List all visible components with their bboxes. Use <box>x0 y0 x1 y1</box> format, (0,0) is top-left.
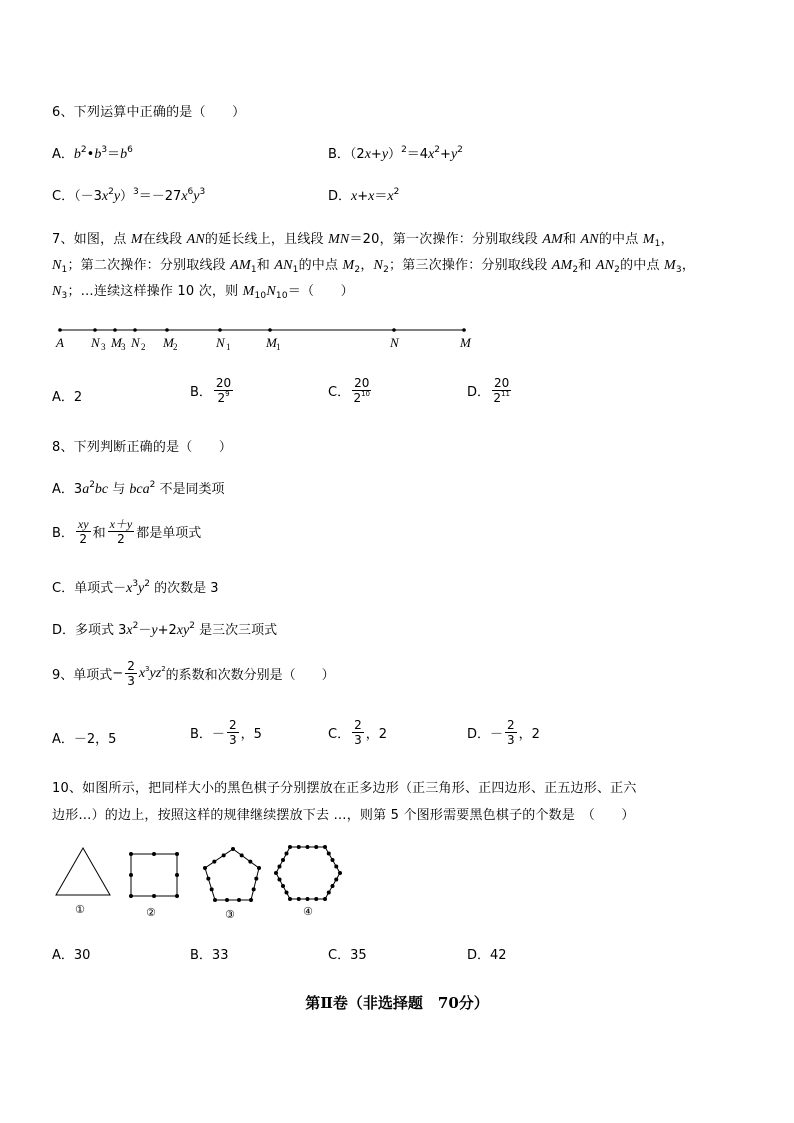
text: 的中点 <box>298 258 343 273</box>
chess-piece-dot <box>152 852 156 856</box>
math-sub: 1 <box>61 265 68 275</box>
segment-point-subscript: 1 <box>226 342 231 352</box>
math-sub: 10 <box>275 291 288 301</box>
chess-piece-dot <box>254 877 258 881</box>
figure-label-3: ③ <box>225 908 235 921</box>
segment-point-label: N <box>91 335 100 350</box>
math-var: b <box>94 147 102 162</box>
text: 不是同类项 <box>155 482 225 497</box>
math-sub: 3 <box>675 265 682 275</box>
math-var: y <box>193 189 200 204</box>
q7-option-c <box>328 377 373 404</box>
math-sub: 10 <box>254 291 267 301</box>
chess-piece-dot <box>288 897 292 901</box>
fraction-denominator: 3 <box>507 733 515 747</box>
chess-piece-dot <box>257 866 261 870</box>
math-sub: 1 <box>250 265 257 275</box>
q7-option-a <box>52 386 82 405</box>
chess-piece-dot <box>175 852 179 856</box>
math-var: AM <box>230 258 251 273</box>
fraction-denominator <box>353 391 370 404</box>
math-exp: 2 <box>393 187 400 197</box>
math-var: x <box>181 189 188 204</box>
segment-point-dot <box>133 328 137 332</box>
chess-piece-dot <box>285 852 289 856</box>
text: ；第三次操作：分别取线段 <box>389 258 552 273</box>
segment-point-dot <box>113 328 117 332</box>
math-var: x <box>126 623 133 638</box>
math-var: xy <box>176 623 190 638</box>
option-label: A． <box>52 482 74 497</box>
chess-piece-dot <box>225 898 229 902</box>
fraction <box>108 518 135 545</box>
math-op: － <box>211 727 225 742</box>
option-label: D． <box>467 727 491 742</box>
figure-label-1: ① <box>75 903 85 916</box>
fraction-numerator: x＋y <box>109 517 133 531</box>
math-exp: 6 <box>127 145 133 155</box>
fraction <box>214 377 233 404</box>
q7-option-b <box>190 377 235 404</box>
text: ， <box>681 258 696 273</box>
math-var: y <box>113 189 121 204</box>
option-label: A． <box>52 948 74 963</box>
option-label: B． <box>190 385 212 400</box>
chess-piece-dot <box>175 873 179 877</box>
chess-piece-dot <box>212 860 216 864</box>
math-var: x <box>126 581 133 596</box>
text: 在线段 <box>142 232 187 247</box>
chess-piece-dot <box>323 897 327 901</box>
math-exp: 6 <box>187 187 194 197</box>
chess-piece-dot <box>334 878 338 882</box>
segment-points <box>55 328 472 352</box>
option-label: A． <box>52 732 74 747</box>
chess-piece-dot <box>331 858 335 862</box>
math-var: AN <box>186 232 205 247</box>
math-exp: 2 <box>108 187 114 197</box>
chess-piece-dot <box>248 860 252 864</box>
chess-piece-dot <box>203 866 207 870</box>
segment-point-label: M <box>460 335 471 350</box>
option-label: C． <box>328 385 351 400</box>
math-op: • <box>86 147 95 162</box>
math-op: − <box>112 666 124 681</box>
text: 7、如图，点 <box>52 232 131 247</box>
chess-piece-dot <box>297 845 301 849</box>
pentagon-shape <box>205 849 259 900</box>
text: 的中点 <box>598 232 643 247</box>
math-sub: 2 <box>614 265 621 275</box>
q6-option-a <box>52 143 133 163</box>
segment-point-label: M <box>111 335 122 350</box>
math-var: b <box>120 147 128 162</box>
chess-piece-dot <box>314 897 318 901</box>
math-var: N <box>373 258 384 273</box>
fraction-numerator: 20 <box>494 376 510 390</box>
fraction-numerator: 2 <box>507 718 515 732</box>
option-label: C． <box>328 948 351 963</box>
math-var: AN <box>274 258 293 273</box>
chess-piece-dot <box>231 847 235 851</box>
math-op: + <box>440 147 451 162</box>
chess-piece-dot <box>278 865 282 869</box>
chess-piece-dot <box>306 845 310 849</box>
math-var: M <box>342 258 355 273</box>
math-exp: 3 <box>145 664 150 673</box>
math-exp: 2 <box>189 621 195 631</box>
math-exp: 3 <box>101 145 108 155</box>
triangle-shape <box>56 848 110 895</box>
chess-piece-dot <box>281 858 285 862</box>
math-op: （2 <box>349 147 365 162</box>
chess-piece-dot <box>206 877 210 881</box>
chess-piece-dot <box>129 852 133 856</box>
segment-point-dot <box>392 328 396 332</box>
text: ＝20，第一次操作：分别取线段 <box>349 232 543 247</box>
math-exp: 2 <box>80 145 87 155</box>
fraction-denominator: 3 <box>127 674 135 688</box>
power-base: 2 <box>217 391 226 405</box>
math-var: bca <box>129 482 150 497</box>
text: ， <box>360 258 374 273</box>
math-var: b <box>73 147 81 162</box>
chess-piece-dot <box>306 897 310 901</box>
fraction <box>76 518 91 545</box>
chess-piece-dot <box>278 878 282 882</box>
fraction-numerator: 2 <box>228 718 237 732</box>
option-label: A． <box>52 147 74 162</box>
text: 与 <box>108 482 130 497</box>
math-var: N <box>52 284 62 299</box>
text: ， <box>660 232 674 247</box>
chess-piece-dot <box>331 884 335 888</box>
math-var: AN <box>580 232 599 247</box>
fraction-denominator: 2 <box>117 532 125 546</box>
segment-point-label: M <box>163 335 174 350</box>
option-label: D． <box>467 948 491 963</box>
fraction <box>352 719 364 746</box>
option-value: 42 <box>490 948 507 963</box>
q9-option-a <box>52 728 116 747</box>
math-exp: 3 <box>199 187 206 197</box>
q7-stem-line2 <box>52 254 695 274</box>
chess-piece-dot <box>237 898 241 902</box>
segment-point-subscript: 3 <box>121 342 126 352</box>
math-op: ＝ <box>107 147 121 162</box>
math-op: － <box>138 623 152 638</box>
math-sub: 1 <box>292 265 299 275</box>
power-exp: 11 <box>501 390 510 398</box>
math-var: yz <box>149 665 162 681</box>
math-op: ＝4 <box>406 147 429 162</box>
q8-stem: 8、下列判断正确的是（ ） <box>52 440 233 455</box>
power-base: 2 <box>353 391 362 405</box>
math-var: a <box>82 482 90 497</box>
q6-option-c <box>52 185 205 205</box>
math-var: MN <box>328 232 350 247</box>
option-value: －2，5 <box>73 732 117 747</box>
chess-piece-dot <box>323 845 327 849</box>
chess-piece-dot <box>285 891 289 895</box>
chess-piece-dot <box>274 871 278 875</box>
power-base: 2 <box>493 391 502 405</box>
text: 和 <box>578 258 596 273</box>
fraction <box>227 719 239 746</box>
text: ，2 <box>365 727 387 742</box>
option-value: 33 <box>211 948 229 963</box>
chess-piece-dot <box>327 891 331 895</box>
text: 的延长线上，且线段 <box>204 232 329 247</box>
option-label: B． <box>190 948 212 963</box>
q6-option-b <box>328 143 463 163</box>
q10-option-c <box>328 944 367 963</box>
fraction-denominator: 2 <box>79 532 88 546</box>
text: 的次数是 3 <box>150 581 219 596</box>
q10-stem-line2: 边形…）的边上，按照这样的规律继续摆放下去 …，则第 5 个图形需要黑色棋子的个数是 （ ） <box>52 808 635 823</box>
option-value: 30 <box>73 948 91 963</box>
math-var: AM <box>551 258 573 273</box>
text: 单项式－ <box>74 581 127 596</box>
fraction-numerator: 20 <box>215 376 232 390</box>
chess-piece-dot <box>252 887 256 891</box>
chess-piece-dot <box>249 898 253 902</box>
chess-piece-dot <box>240 853 244 857</box>
q10-stem-line1: 10、如图所示，把同样大小的黑色棋子分别摆放在正多边形（正三角形、正四边形、正五边形、正六 <box>52 781 637 796</box>
fraction-numerator: 2 <box>354 718 362 732</box>
math-var: y <box>138 581 145 596</box>
text: 和 <box>562 232 581 247</box>
q9-option-d <box>467 719 540 746</box>
chess-piece-dot <box>152 894 156 898</box>
segment-point-dot <box>93 328 97 332</box>
segment-point-subscript: 2 <box>141 342 146 352</box>
math-sub: 2 <box>383 265 389 275</box>
fraction <box>505 719 517 746</box>
q9-option-c <box>328 719 387 746</box>
math-exp: 2 <box>149 480 156 490</box>
math-exp: 2 <box>89 480 95 490</box>
math-op: ＝－27 <box>138 189 182 204</box>
math-op: ＝ <box>374 189 388 204</box>
q7-stem-line1 <box>52 228 674 248</box>
figure-label-4: ④ <box>303 905 313 918</box>
text: 的系数和次数分别是（ ） <box>165 668 335 683</box>
q7-segment-figure <box>50 320 480 356</box>
q9-option-b <box>190 719 262 746</box>
fraction-denominator: 3 <box>354 733 362 747</box>
math-var: M <box>664 258 676 273</box>
chess-piece-dot <box>129 873 133 877</box>
option-label: B． <box>190 727 212 742</box>
text: 多项式 3 <box>75 623 127 638</box>
option-value: 35 <box>350 948 367 963</box>
chess-piece-dot <box>281 884 285 888</box>
segment-point-dot <box>165 328 169 332</box>
math-exp: 3 <box>132 579 139 589</box>
math-exp: 2 <box>457 145 463 155</box>
text: 9、单项式 <box>52 668 113 683</box>
math-sub: 1 <box>654 239 661 249</box>
option-label: B． <box>52 526 74 541</box>
option-label: D． <box>52 623 76 638</box>
q8-option-a <box>52 478 225 498</box>
math-var: x <box>351 189 358 204</box>
q7-option-d <box>467 377 513 404</box>
math-var: M <box>242 284 255 299</box>
math-op: － <box>490 727 504 742</box>
math-var: N <box>52 258 62 273</box>
segment-point-label: N <box>390 335 399 350</box>
segment-point-label: N <box>216 335 225 350</box>
math-op: ） <box>120 189 134 204</box>
math-var: x <box>387 189 394 204</box>
math-exp: 2 <box>401 145 407 155</box>
fraction-numerator: 2 <box>127 659 135 673</box>
text: ＝（ ） <box>287 284 354 299</box>
chess-piece-dot <box>338 871 342 875</box>
math-op: ） <box>388 147 402 162</box>
math-exp: 2 <box>144 579 150 589</box>
math-num: 3 <box>73 482 83 497</box>
math-exp: 3 <box>133 187 139 197</box>
math-op: + <box>357 189 369 204</box>
chess-piece-dot <box>314 845 318 849</box>
chess-piece-dot <box>334 865 338 869</box>
option-label: C． <box>52 189 75 204</box>
fraction <box>352 377 371 404</box>
power-exp: 9 <box>225 390 230 398</box>
option-label: C． <box>52 581 75 596</box>
math-exp: 2 <box>132 621 139 631</box>
segment-point-dot <box>218 328 222 332</box>
q9-stem <box>52 660 335 687</box>
q10-polygon-figure <box>48 838 348 922</box>
fraction-numerator: 20 <box>354 376 370 390</box>
option-value: 2 <box>73 390 83 405</box>
math-var: M <box>642 232 655 247</box>
segment-point-subscript: 3 <box>101 342 106 352</box>
option-label: D． <box>328 189 352 204</box>
math-var: y <box>151 623 158 638</box>
math-var: x <box>138 665 146 681</box>
math-var: y <box>450 147 458 162</box>
chess-piece-dot <box>327 852 331 856</box>
segment-point-subscript: 2 <box>173 342 178 352</box>
segment-point-dot <box>58 328 62 332</box>
math-op: （－3 <box>74 189 102 204</box>
segment-point-label: N <box>131 335 140 350</box>
q8-option-d <box>52 619 277 639</box>
math-var: AN <box>595 258 615 273</box>
chess-piece-dot <box>129 894 133 898</box>
option-label: B． <box>328 147 350 162</box>
q6-option-d <box>328 185 399 205</box>
text: ；第二次操作：分别取线段 <box>67 258 231 273</box>
fraction <box>492 377 511 404</box>
math-sub: 3 <box>61 291 68 301</box>
math-var: x <box>368 189 375 204</box>
text: ，5 <box>240 727 262 742</box>
q8-option-c <box>52 577 219 597</box>
q10-option-b <box>190 944 228 963</box>
math-var: N <box>266 284 276 299</box>
math-sub: 2 <box>572 265 579 275</box>
math-var: x <box>364 147 371 162</box>
text: 和 <box>92 526 106 541</box>
math-sub: 2 <box>354 265 361 275</box>
power-exp: 10 <box>361 390 370 398</box>
text: 的中点 <box>620 258 665 273</box>
text: 都是单项式 <box>136 526 202 541</box>
math-var: y <box>381 147 389 162</box>
chess-piece-dot <box>297 897 301 901</box>
math-exp: 2 <box>434 145 441 155</box>
option-label: C． <box>328 727 351 742</box>
math-op: + <box>370 147 382 162</box>
chess-piece-dot <box>222 853 226 857</box>
chess-piece-dot <box>213 898 217 902</box>
math-var: x <box>428 147 435 162</box>
q7-stem-line3 <box>52 280 354 300</box>
chess-piece-dot <box>288 845 292 849</box>
chess-piece-dot <box>175 894 179 898</box>
math-var: x <box>101 189 109 204</box>
segment-point-dot <box>268 328 272 332</box>
text: ；…连续这样操作 10 次，则 <box>67 284 243 299</box>
math-var: M <box>130 232 143 247</box>
q10-option-a <box>52 944 90 963</box>
monomial <box>139 666 166 681</box>
text: 是三次三项式 <box>194 623 278 638</box>
math-var: AM <box>542 232 563 247</box>
q10-option-d <box>467 944 507 963</box>
text: 和 <box>256 258 275 273</box>
text: ，2 <box>518 727 540 742</box>
square-shape <box>131 854 177 896</box>
q8-option-b <box>52 518 201 545</box>
segment-point-label: A <box>56 335 64 350</box>
fraction <box>125 660 137 687</box>
fraction-denominator: 3 <box>228 733 237 747</box>
segment-point-label: M <box>266 335 277 350</box>
segment-point-subscript: 1 <box>276 342 281 352</box>
figure-label-2: ② <box>146 906 156 919</box>
fraction-numerator: xy <box>77 517 89 531</box>
math-exp: 2 <box>161 664 166 673</box>
option-label: A． <box>52 390 74 405</box>
chess-piece-dot <box>210 887 214 891</box>
math-op: +2 <box>157 623 177 638</box>
section-title: 第Ⅱ卷（非选择题 70分） <box>305 994 489 1012</box>
q6-stem: 6、下列运算中正确的是（ ） <box>52 105 246 120</box>
segment-point-dot <box>462 328 466 332</box>
math-var: bc <box>94 482 109 497</box>
fraction-denominator <box>493 391 510 404</box>
fraction-denominator <box>218 391 230 404</box>
option-label: D． <box>467 385 491 400</box>
